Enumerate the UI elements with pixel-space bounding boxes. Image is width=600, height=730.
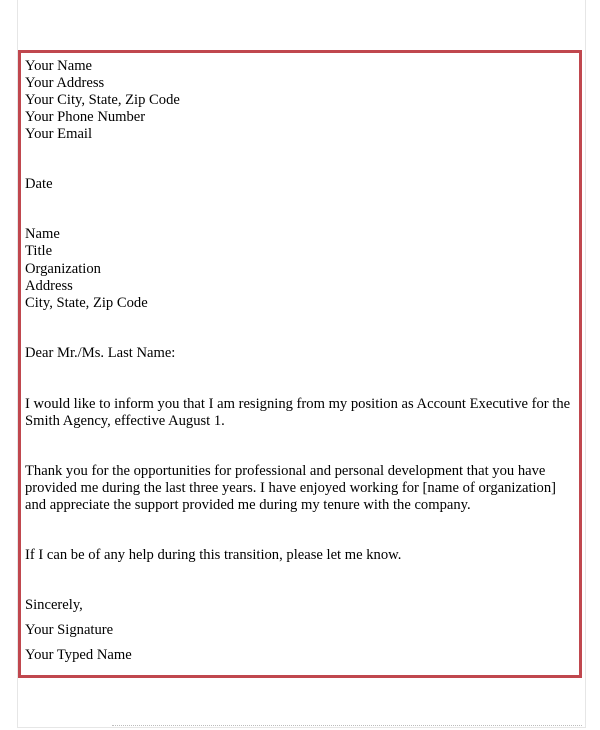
sender-name: Your Name — [25, 58, 93, 74]
body-paragraph: If I can be of any help during this transition, please let me know. — [25, 547, 402, 563]
body-paragraph: Thank you for the opportunities for professional and personal development that you have provided me during the last three years. I have enjoyed working for [name of organization] and appreciate the support provided me during my tenure with the company. — [25, 463, 557, 513]
recipient-city-state-zip: City, State, Zip Code — [25, 295, 148, 311]
sender-city-state-zip: Your City, State, Zip Code — [25, 92, 180, 108]
sender-address: Your Address — [25, 75, 105, 91]
recipient-name: Name — [25, 226, 60, 242]
typed-name: Your Typed Name — [25, 647, 132, 663]
recipient-organization: Organization — [25, 261, 101, 277]
body-paragraph: I would like to inform you that I am resigning from my position as Account Executive for the Smith Agency, effective August 1. — [25, 396, 571, 429]
recipient-address: Address — [25, 278, 73, 294]
sender-phone: Your Phone Number — [25, 109, 146, 125]
letter-frame — [18, 50, 582, 678]
sender-email: Your Email — [25, 126, 93, 142]
closing: Sincerely, — [25, 597, 83, 613]
letter-date: Date — [25, 176, 53, 192]
page-edge-dots — [112, 725, 582, 728]
recipient-title: Title — [25, 243, 53, 259]
salutation: Dear Mr./Ms. Last Name: — [25, 345, 176, 361]
signature: Your Signature — [25, 622, 114, 638]
